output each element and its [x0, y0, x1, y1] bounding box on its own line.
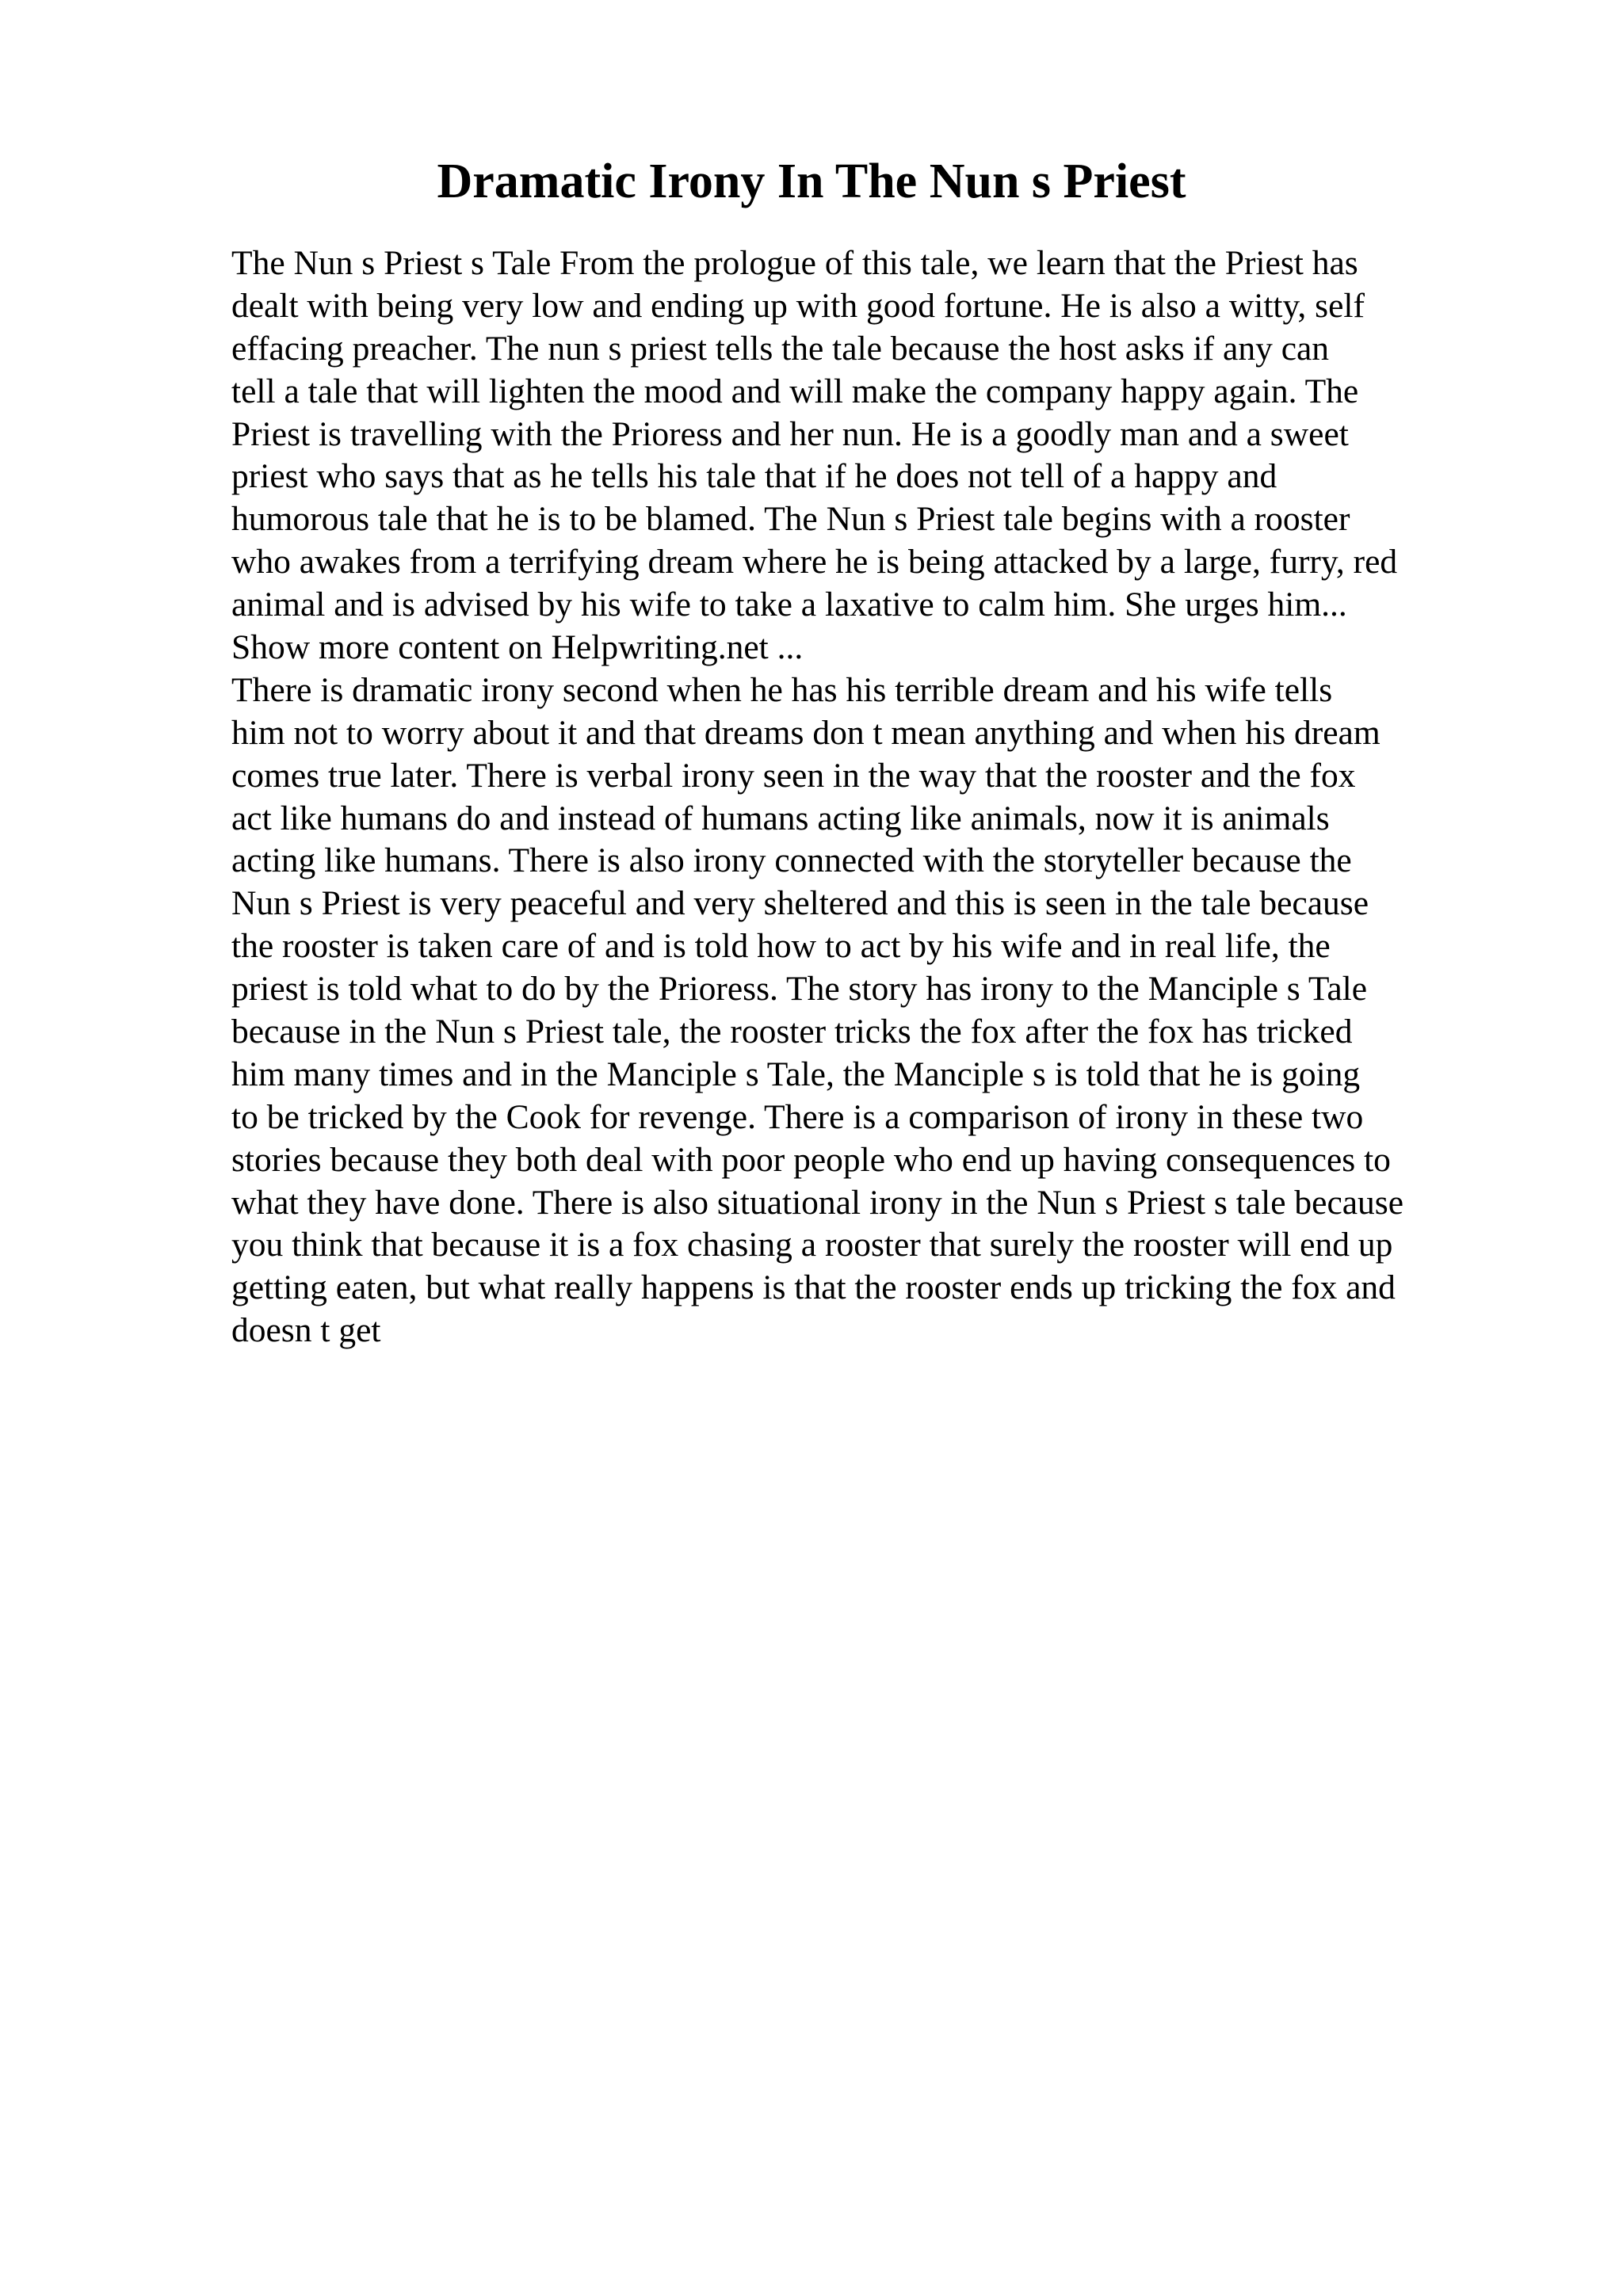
body-line: doesn t get: [231, 1311, 381, 1350]
body-line: you think that because it is a fox chasing a rooster that surely the rooster will end up: [231, 1226, 1393, 1264]
body-line: him many times and in the Manciple s Tale, the Manciple s is told that he is going: [231, 1055, 1361, 1093]
body-line: what they have done. There is also situational irony in the Nun s Priest s tale because: [231, 1183, 1404, 1222]
body-line: Nun s Priest is very peaceful and very sheltered and this is seen in the tale because: [231, 884, 1369, 923]
body-line: act like humans do and instead of humans acting like animals, now it is animals: [231, 799, 1330, 837]
body-line: humorous tale that he is to be blamed. The Nun s Priest tale begins with a rooster: [231, 500, 1350, 539]
more-content-link[interactable]: Show more content on Helpwriting.net ...: [231, 628, 804, 667]
body-line: dealt with being very low and ending up with good fortune. He is also a witty, self: [231, 286, 1365, 325]
body-line: the rooster is taken care of and is told how to act by his wife and in real life, the: [231, 927, 1331, 966]
document-title: Dramatic Irony In The Nun s Priest: [437, 154, 1186, 208]
body-line: to be tricked by the Cook for revenge. There is a comparison of irony in these two: [231, 1097, 1364, 1136]
body-line: because in the Nun s Priest tale, the rooster tricks the fox after the fox has tricked: [231, 1013, 1353, 1051]
body-line: stories because they both deal with poor people who end up having consequences to: [231, 1140, 1391, 1179]
body-line: priest is told what to do by the Prioress. The story has irony to the Manciple s Tale: [231, 970, 1368, 1009]
body-line: getting eaten, but what really happens is that the rooster ends up tricking the fox and: [231, 1268, 1396, 1307]
body-line: tell a tale that will lighten the mood and will make the company happy again. The: [231, 372, 1359, 410]
body-line: him not to worry about it and that dreams don t mean anything and when his dream: [231, 713, 1381, 752]
body-line: effacing preacher. The nun s priest tells the tale because the host asks if any can: [231, 329, 1330, 368]
body-line: who awakes from a terrifying dream where he is being attacked by a large, furry, red: [231, 543, 1398, 582]
body-line: acting like humans. There is also irony connected with the storyteller because the: [231, 841, 1352, 880]
body-line: Priest is travelling with the Prioress and her nun. He is a goodly man and a sweet: [231, 414, 1349, 453]
body-line: priest who says that as he tells his tale that if he does not tell of a happy and: [231, 457, 1277, 496]
body-line: There is dramatic irony second when he has his terrible dream and his wife tells: [231, 670, 1333, 709]
body-line: The Nun s Priest s Tale From the prologue of this tale, we learn that the Priest has: [231, 244, 1358, 282]
body-line: comes true later. There is verbal irony seen in the way that the rooster and the fox: [231, 756, 1356, 795]
document-body: [231, 242, 1579, 1352]
body-line: animal and is advised by his wife to take a laxative to calm him. She urges him...: [231, 585, 1347, 624]
